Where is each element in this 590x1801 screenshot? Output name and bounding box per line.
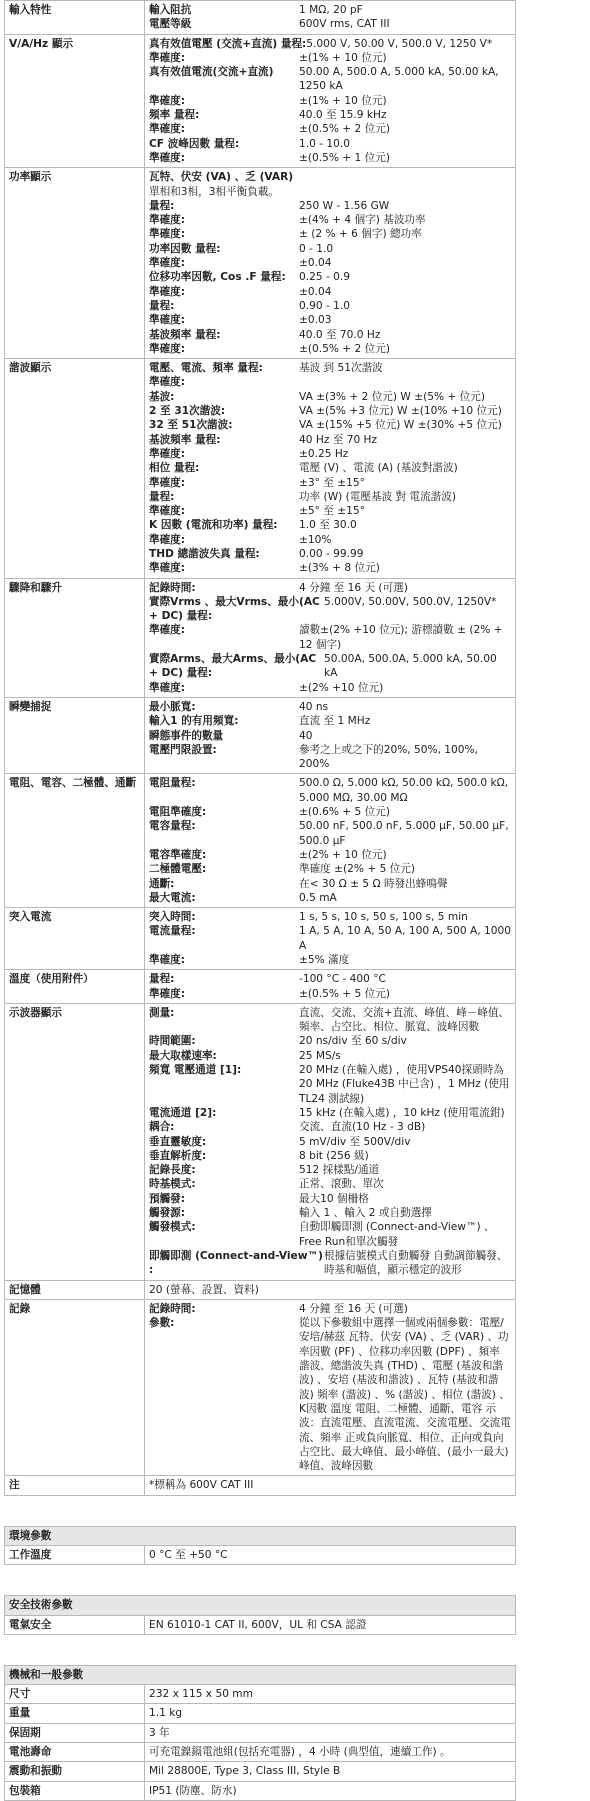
spec-value: -100 °C - 400 °C (299, 973, 386, 986)
spec-row (149, 1049, 511, 1063)
spec-key: 電阻量程: (149, 777, 196, 790)
general-row (5, 1723, 516, 1742)
spec-value: ±0.04 (299, 285, 332, 298)
spec-row (149, 1149, 511, 1163)
spec-row (149, 270, 511, 284)
spec-section (5, 168, 516, 359)
spec-value: 5 mV/div 至 500V/div (299, 1135, 411, 1148)
spec-key: 最大取樣速率: (149, 1049, 217, 1062)
spec-value: ±(4% + 4 個字) 基波功率 (299, 214, 426, 227)
spec-row (149, 213, 511, 227)
spec-value: VA ±(15% +5 位元) W ±(30% +5 位元) (299, 419, 502, 432)
general-value: 232 x 115 x 50 mm (145, 1685, 516, 1704)
spec-key: 電壓門限設置: (149, 743, 217, 756)
spec-row (149, 1006, 511, 1035)
environment-title: 環境參數 (5, 1526, 516, 1545)
general-label: 包裝箱 (5, 1781, 145, 1800)
spec-row (149, 490, 511, 504)
spec-key: 基波頻率 量程: (149, 433, 221, 446)
spec-value: 正常、滾動、單次 (299, 1178, 384, 1191)
spec-key: 電容量程: (149, 820, 196, 833)
spec-key: 記錄時間: (149, 581, 196, 594)
spec-row (149, 877, 511, 891)
spec-key: 電容準確度: (149, 848, 207, 861)
spec-row (149, 1106, 511, 1120)
spec-row (149, 375, 511, 389)
spec-key: 準確度: (149, 151, 186, 164)
section-label: V/A/Hz 顯示 (5, 34, 145, 168)
spec-value: 輸入 1 、輸入 2 或自動選擇 (299, 1207, 432, 1220)
spec-key: 準確度: (149, 285, 186, 298)
spec-key: 準確度: (149, 228, 186, 241)
spec-row (149, 972, 511, 986)
spec-key: 真有效值電流(交流+直流) (149, 66, 274, 79)
spec-row (149, 342, 511, 356)
spec-key: 垂直解析度: (149, 1149, 207, 1162)
spec-row (149, 51, 511, 65)
spec-key: 記錄長度: (149, 1164, 196, 1177)
spec-key: 準確度: (149, 123, 186, 136)
spec-value: 根據信號模式自動觸發 自動調節觸發、時基和幅值，顯示穩定的波形 (324, 1249, 508, 1277)
spec-key: 位移功率因數, Cos .F 量程: (149, 271, 286, 284)
safety-table (4, 1595, 516, 1635)
spec-section (5, 1003, 516, 1280)
spec-key: 準確度: (149, 342, 186, 355)
section-values (145, 168, 516, 359)
spec-value: 25 MS/s (299, 1049, 341, 1062)
spec-section (5, 1299, 516, 1476)
spec-value: 1.0 至 30.0 (299, 519, 357, 532)
spec-value: 準確度 ±(2% + 5 位元) (299, 863, 416, 876)
spec-row (149, 1478, 511, 1492)
spec-value: 交流、直流(10 Hz - 3 dB) (299, 1121, 426, 1134)
spec-key: 量程: (149, 973, 175, 986)
spec-row (149, 700, 511, 714)
section-label: 突入電流 (5, 908, 145, 970)
spec-value: 5.000 V, 50.00 V, 500.0 V, 1250 V* (306, 37, 493, 50)
spec-value: ±(0.5% + 2 位元) (299, 123, 390, 136)
spec-key: 實際Arms、最大Arms、最小(AC + DC) 量程: (149, 653, 317, 680)
spec-key: 二極體電壓: (149, 863, 207, 876)
section-values (145, 1280, 516, 1299)
spec-key: 最大電流: (149, 891, 196, 904)
spec-key: 突入時間: (149, 911, 196, 924)
spec-key: 準確度: (149, 447, 186, 460)
spec-key: 準確度: (149, 314, 186, 327)
spec-value: 50.00A, 500.0A, 5.000 kA, 50.00 kA (324, 653, 497, 680)
spec-row (149, 447, 511, 461)
section-label: 溫度（使用附件） (5, 970, 145, 1004)
spec-value: 直流 至 1 MHz (299, 715, 371, 728)
spec-section (5, 34, 516, 168)
spec-value: 在< 30 Ω ± 5 Ω 時發出蜂鳴聲 (299, 877, 448, 890)
spec-key: 瓦特、伏安 (VA) 、乏 (VAR) (149, 171, 294, 184)
spec-row (149, 227, 511, 241)
spec-key: 測量: (149, 1006, 175, 1019)
spec-key: 準確度: (149, 94, 186, 107)
section-values (145, 970, 516, 1004)
spec-section (5, 908, 516, 970)
spec-section (5, 1476, 516, 1495)
spec-row (149, 151, 511, 165)
spec-key: 準確度: (149, 681, 186, 694)
spec-key: 頻率 量程: (149, 109, 200, 122)
spec-row (149, 776, 511, 805)
spec-value: ±(2% + 10 位元) (299, 848, 387, 861)
spec-row (149, 714, 511, 728)
section-values (145, 697, 516, 773)
spec-row (149, 361, 511, 375)
spec-value: 250 W - 1.56 GW (299, 199, 390, 212)
safety-title: 安全技術參數 (5, 1596, 516, 1615)
spec-key: THD 總諧波失真 量程: (149, 547, 260, 560)
spec-value: ±(0.5% + 1 位元) (299, 151, 390, 164)
general-row (5, 1743, 516, 1762)
spec-table (4, 0, 516, 1496)
spec-section (5, 578, 516, 697)
section-values (145, 908, 516, 970)
spec-value: 單相和3相，3相平衡負載。 (149, 185, 280, 198)
general-value: Mil 28800E, Type 3, Class III, Style B (145, 1762, 516, 1781)
spec-key: K 因數 (電流和功率) 量程: (149, 519, 278, 532)
section-label: 記錄 (5, 1299, 145, 1476)
spec-value: ±(1% + 10 位元) (299, 94, 387, 107)
spec-row (149, 256, 511, 270)
spec-key: 量程: (149, 490, 175, 503)
spec-value: 1 A, 5 A, 10 A, 50 A, 100 A, 500 A, 1000 A (299, 925, 511, 952)
spec-row (149, 581, 511, 595)
spec-section (5, 359, 516, 578)
spec-row (149, 94, 511, 108)
spec-key: 時間範圍: (149, 1035, 196, 1048)
general-table (4, 1665, 516, 1801)
spec-value: 40 ns (299, 700, 329, 713)
spec-key: 準確度: (149, 505, 186, 518)
spec-value: ±10% (299, 533, 332, 546)
spec-row (149, 862, 511, 876)
spec-value: 0.90 - 1.0 (299, 299, 350, 312)
spec-row (149, 108, 511, 122)
spec-key: CF 波峰因數 量程: (149, 137, 240, 150)
section-label: 輸入特性 (5, 1, 145, 35)
spec-row (149, 1120, 511, 1134)
spec-section (5, 1, 516, 35)
spec-key: 相位 量程: (149, 462, 200, 475)
spec-row (149, 623, 511, 652)
spec-key: 量程: (149, 299, 175, 312)
spec-row (149, 1220, 511, 1249)
section-label: 驟降和驟升 (5, 578, 145, 697)
spec-row (149, 242, 511, 256)
spec-row (149, 1192, 511, 1206)
spec-key: 輸入1 的有用頻寬: (149, 715, 239, 728)
spec-key: 準確度: (149, 562, 186, 575)
spec-row (149, 3, 511, 17)
section-label: 記憶體 (5, 1280, 145, 1299)
spec-value: 0.25 - 0.9 (299, 271, 350, 284)
spec-row (149, 461, 511, 475)
spec-value: 40.0 至 70.0 Hz (299, 328, 381, 341)
section-label: 功率顯示 (5, 168, 145, 359)
safety-label: 電氣安全 (5, 1615, 145, 1634)
spec-key: 瞬態事件的數量 (149, 729, 224, 742)
spec-value: ±0.03 (299, 314, 332, 327)
spec-value: 20 ns/div 至 60 s/div (299, 1035, 407, 1048)
spec-row (149, 299, 511, 313)
spec-key: 電流通道 [2]: (149, 1106, 217, 1119)
spec-key: 2 至 31次諧波: (149, 405, 226, 418)
environment-table (4, 1526, 516, 1566)
spec-key: 準確度: (149, 987, 186, 1000)
general-label: 保固期 (5, 1723, 145, 1742)
general-value: 可充電鎳鎘電池組(包括充電器) ，4 小時 (典型值，連續工作) 。 (145, 1743, 516, 1762)
spec-value: VA ±(3% + 2 位元) W ±(5% + 位元) (299, 390, 485, 403)
spec-value: 1 s, 5 s, 10 s, 50 s, 100 s, 5 min (299, 911, 468, 924)
spec-value: 直流、交流、交流+直流、峰值、峰－峰值、頻率、占空比、相位、脈寬、波峰因數 (299, 1006, 510, 1034)
spec-value: ±5° 至 ±15° (299, 505, 365, 518)
spec-row (149, 122, 511, 136)
spec-row (149, 1034, 511, 1048)
general-row (5, 1781, 516, 1800)
spec-row (149, 1302, 511, 1316)
spec-row (149, 681, 511, 695)
spec-key: 電流量程: (149, 925, 196, 938)
general-label: 震動和振動 (5, 1762, 145, 1781)
spec-value: ±(0.5% + 2 位元) (299, 342, 390, 355)
general-value: IP51 (防塵、防水) (145, 1781, 516, 1800)
spec-key: 耦合: (149, 1121, 175, 1134)
spec-row (149, 1177, 511, 1191)
section-values (145, 1476, 516, 1495)
spec-value: 0.00 - 99.99 (299, 547, 364, 560)
spec-value: 50.00 A, 500.0 A, 5.000 kA, 50.00 kA, 1250 kA (299, 66, 499, 93)
spec-row (149, 819, 511, 848)
spec-section (5, 970, 516, 1004)
spec-value: ±(0.5% + 5 位元) (299, 987, 390, 1000)
spec-value: ±(3% + 8 位元) (299, 562, 380, 575)
spec-key: 32 至 51次諧波: (149, 419, 233, 432)
spec-row (149, 185, 511, 199)
section-label: 電阻、電容、二極體、通斷 (5, 774, 145, 908)
general-row (5, 1704, 516, 1723)
spec-key: 準確度: (149, 624, 186, 637)
spec-row (149, 1283, 511, 1297)
section-values (145, 1, 516, 35)
spec-row (149, 313, 511, 327)
spec-row (149, 137, 511, 151)
spec-row (149, 987, 511, 1001)
spec-key: 準確度: (149, 476, 186, 489)
spec-row (149, 953, 511, 967)
spec-value: ± (2 % + 6 個字) 總功率 (299, 228, 422, 241)
spec-row (149, 170, 511, 184)
safety-value: EN 61010-1 CAT II, 600V，UL 和 CSA 認證 (145, 1615, 516, 1634)
spec-key: 通斷: (149, 877, 175, 890)
spec-key: 準確度: (149, 51, 186, 64)
spec-key: 電壓等級 (149, 18, 192, 31)
spec-row (149, 418, 511, 432)
spec-row (149, 1316, 511, 1473)
spec-row (149, 547, 511, 561)
spec-row (149, 910, 511, 924)
spec-value: 20 MHz (在輸入處) ，使用VPS40探頭時為20 MHz (Fluke43B 中已含) ，1 MHz (使用 TL24 測試線) (299, 1064, 510, 1105)
spec-value: 50.00 nF, 500.0 nF, 5.000 µF, 50.00 µF, 500.0 µF (299, 820, 509, 847)
spec-key: 準確度: (149, 376, 186, 389)
spec-value: ±5% 滿度 (299, 954, 350, 966)
spec-key: 即觸即測 (Connect-and-View™) : (149, 1249, 323, 1277)
spec-value: 512 採樣點/通道 (299, 1164, 380, 1177)
spec-key: 功率因數 量程: (149, 242, 221, 255)
spec-value: 15 kHz (在輸入處) ，10 kHz (使用電流鉗) (299, 1106, 505, 1119)
spec-row (149, 1163, 511, 1177)
spec-row (149, 504, 511, 518)
env-value: 0 °C 至 +50 °C (145, 1545, 516, 1564)
section-label: 注 (5, 1476, 145, 1495)
general-label: 尺寸 (5, 1685, 145, 1704)
spec-value: 1 MΩ, 20 pF (299, 4, 363, 16)
spec-section (5, 1280, 516, 1299)
spec-key: 準確度: (149, 257, 186, 270)
spec-value: 500.0 Ω, 5.000 kΩ, 50.00 kΩ, 500.0 kΩ, 5.000 MΩ, 30.00 MΩ (299, 777, 509, 804)
spec-value: 40.0 至 15.9 kHz (299, 109, 387, 122)
spec-value: 40 Hz 至 70 Hz (299, 433, 378, 446)
spec-key: 真有效值電壓 (交流+直流) 量程: (149, 37, 307, 50)
spec-row (149, 533, 511, 547)
spec-row (149, 404, 511, 418)
spec-key: 最小脈寬: (149, 700, 196, 713)
spec-value: *標稱為 600V CAT III (149, 1479, 254, 1492)
general-title: 機械和一般參數 (5, 1665, 516, 1684)
spec-value: ±0.25 Hz (299, 447, 349, 460)
spec-key: 準確度: (149, 533, 186, 546)
spec-value: 從以下參數組中選擇一個或兩個參數：電壓/安培/赫茲 瓦特、伏安 (VA) 、乏 (VAR) 、功率因數 (PF) 、位移功率因數 (DPF) 、頻率 諧波、總諧波失真 (THD) 、電壓 (基波和諧波) 、安培 (基波和諧波) 、瓦特 (基波和諧波) 頻率 (諧波) 、% (諧波) 、相位 (諧波) 、K因數 溫度 電阻、二極體、通斷、電容 示波：直流電壓、直流電流、交流電壓、交流電流、頻率 正或負向脈寬、相位、正向或負向占空比、最大峰值、最小峰值、(最小一最大) 峰值、波峰因數 (299, 1317, 511, 1473)
spec-section (5, 697, 516, 773)
spec-value: 20 (螢幕、設置、資料) (149, 1283, 259, 1296)
spec-row (149, 433, 511, 447)
spec-row (149, 476, 511, 490)
spec-value: 1.0 - 10.0 (299, 137, 350, 150)
spec-value: 電壓 (V) 、電流 (A) (基波對諧波) (299, 462, 458, 475)
spec-value: VA ±(5% +3 位元) W ±(10% +10 位元) (299, 405, 502, 418)
section-values (145, 34, 516, 168)
spec-key: 電阻準確度: (149, 806, 207, 819)
spec-value: 0.5 mA (299, 891, 337, 904)
spec-sheet (4, 0, 516, 1801)
spec-section (5, 774, 516, 908)
spec-value: ±0.04 (299, 257, 332, 270)
spec-key: 觸發源: (149, 1207, 186, 1220)
spec-key: 電壓、電流、頻率 量程: (149, 362, 263, 375)
spec-row (149, 1063, 511, 1106)
section-label: 諧波顯示 (5, 359, 145, 578)
spec-key: 實際Vrms 、最大Vrms、最小(AC + DC) 量程: (149, 595, 320, 623)
spec-key: 量程: (149, 199, 175, 212)
section-values (145, 774, 516, 908)
spec-row (149, 37, 511, 51)
spec-value: 基波 到 51次諧波 (299, 362, 383, 375)
spec-row (149, 561, 511, 575)
general-value: 1.1 kg (145, 1704, 516, 1723)
spec-row (149, 390, 511, 404)
general-row (5, 1685, 516, 1704)
spec-row (149, 743, 511, 772)
spec-value: 0 - 1.0 (299, 242, 334, 255)
spec-key: 記錄時間: (149, 1302, 196, 1315)
spec-row (149, 1135, 511, 1149)
spec-row (149, 1206, 511, 1220)
spec-row (149, 17, 511, 31)
general-label: 電池壽命 (5, 1743, 145, 1762)
section-values (145, 578, 516, 697)
general-label: 重量 (5, 1704, 145, 1723)
spec-value: ±(1% + 10 位元) (299, 51, 387, 64)
spec-key: 準確度: (149, 214, 186, 227)
spec-key: 預觸發: (149, 1192, 186, 1205)
spec-value: ±3° 至 ±15° (299, 476, 365, 489)
spec-value: 自動即觸即測 (Connect-and-View™) 、Free Run和單次觸發 (299, 1221, 495, 1248)
spec-row (149, 65, 511, 94)
spec-row (149, 518, 511, 532)
spec-row (149, 328, 511, 342)
spec-value: ±(0.6% + 5 位元) (299, 806, 390, 819)
spec-key: 參數: (149, 1317, 175, 1330)
spec-key: 垂直靈敏度: (149, 1135, 207, 1148)
spec-value: 8 bit (256 級) (299, 1149, 369, 1162)
section-label: 瞬變捕捉 (5, 697, 145, 773)
spec-row (149, 848, 511, 862)
spec-row (149, 199, 511, 213)
spec-row (149, 595, 511, 624)
spec-value: 功率 (W) (電壓基波 對 電流諧波) (299, 490, 457, 503)
spec-key: 時基模式: (149, 1178, 196, 1191)
spec-value: ±(2% +10 位元) (299, 681, 384, 694)
spec-value: 4 分鐘 至 16 天 (可選) (299, 1302, 408, 1315)
spec-value: 參考之上或之下的20%, 50%, 100%, 200% (299, 743, 478, 771)
spec-row (149, 891, 511, 905)
spec-row (149, 729, 511, 743)
section-label: 示波器顯示 (5, 1003, 145, 1280)
env-label: 工作溫度 (5, 1545, 145, 1564)
spec-key: 基波: (149, 390, 175, 403)
general-row (5, 1762, 516, 1781)
spec-value: 600V rms, CAT III (299, 18, 390, 31)
spec-row (149, 924, 511, 953)
spec-key: 觸發模式: (149, 1221, 196, 1234)
spec-value: 5.000V, 50.00V, 500.0V, 1250V* (324, 595, 497, 608)
spec-value: 4 分鐘 至 16 天 (可選) (299, 581, 408, 594)
spec-row (149, 805, 511, 819)
spec-key: 輸入阻抗 (149, 4, 192, 16)
spec-value: 最大10 個柵格 (299, 1192, 369, 1205)
section-values (145, 1003, 516, 1280)
section-values (145, 1299, 516, 1476)
spec-row (149, 652, 511, 681)
spec-value: 讀數±(2% +10 位元); 游標讀數 ± (2% + 12 個字) (299, 624, 503, 651)
spec-row (149, 1249, 511, 1278)
spec-key: 基波頻率 量程: (149, 328, 221, 341)
spec-row (149, 285, 511, 299)
general-value: 3 年 (145, 1723, 516, 1742)
spec-value: 40 (299, 729, 313, 742)
spec-key: 頻寬 電壓通道 [1]: (149, 1064, 242, 1077)
spec-key: 準確度: (149, 954, 186, 966)
section-values (145, 359, 516, 578)
